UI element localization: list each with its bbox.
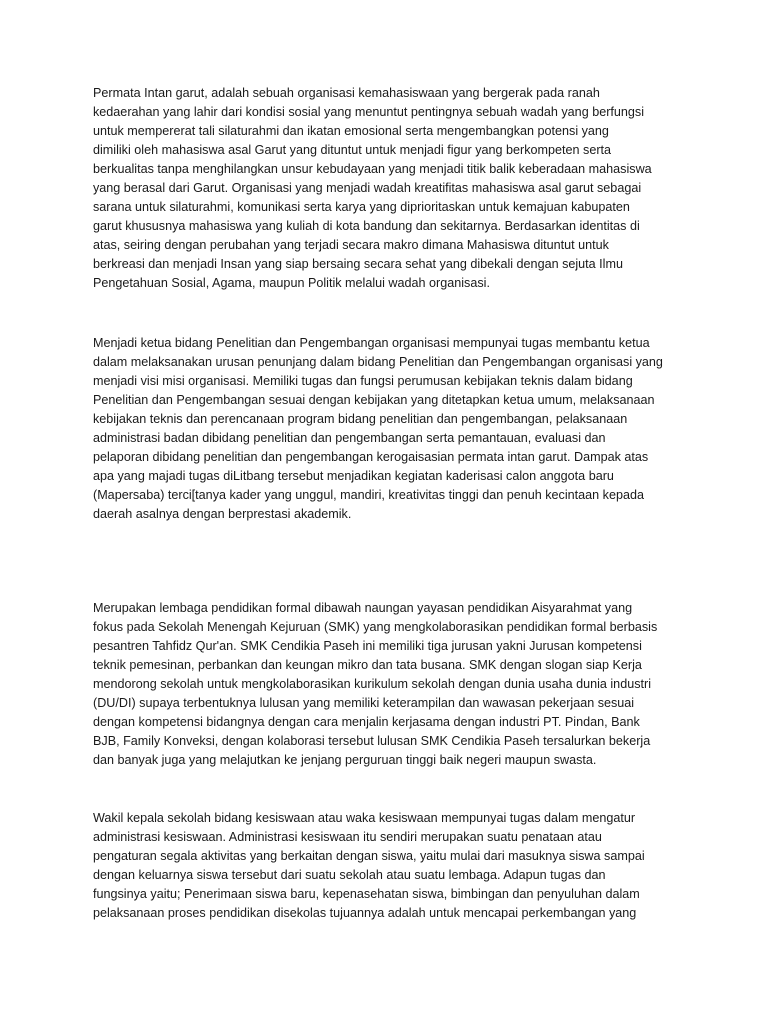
text-line: pesantren Tahfidz Qur'an. SMK Cendikia Paseh ini memiliki tiga jurusan yakni Jurusan kompetensi [93, 639, 642, 653]
text-line: pengaturan segala aktivitas yang berkaitan dengan siswa, yaitu mulai dari masuknya siswa sampai [93, 849, 645, 863]
text-line: fokus pada Sekolah Menengah Kejuruan (SMK) yang mengkolaborasikan pendidikan formal berbasis [93, 620, 658, 634]
text-line: kebijakan teknis dan perencanaan program bidang penelitian dan pengembangan, pelaksanaan [93, 412, 628, 426]
text-line: administrasi badan dibidang penelitian dan pengembangan serta pemantauan, evaluasi dan [93, 431, 606, 445]
paragraph-smk-cendikia [93, 599, 683, 770]
text-line: daerah asalnya dengan berprestasi akademik. [93, 507, 352, 521]
text-line: Menjadi ketua bidang Penelitian dan Pengembangan organisasi mempunyai tugas membantu ketua [93, 336, 650, 350]
text-line: garut khususnya mahasiswa yang kuliah di kota bandung dan sekitarnya. Berdasarkan identitas di [93, 219, 640, 233]
paragraph-waka-kesiswaan [93, 809, 683, 923]
text-line: fungsinya yaitu; Penerimaan siswa baru, kepenasehatan siswa, bimbingan dan penyuluhan dalam [93, 887, 640, 901]
text-line: administrasi kesiswaan. Administrasi kesiswaan itu sendiri merupakan suatu penataan atau [93, 830, 602, 844]
text-line: yang berasal dari Garut. Organisasi yang menjadi wadah kreatifitas mahasiswa asal garut sebagai [93, 181, 642, 195]
text-line: dengan kompetensi bidangnya dengan cara menjalin kerjasama dengan industri PT. Pindan, Bank [93, 715, 640, 729]
text-line: pelaporan dibidang penelitian dan pengembangan kerogaisasian permata intan garut. Dampak atas [93, 450, 649, 464]
paragraph-permata-intan [93, 84, 683, 293]
text-line: apa yang majadi tugas diLitbang tersebut menjadikan kegiatan kaderisasi calon anggota baru [93, 469, 614, 483]
text-line: Merupakan lembaga pendidikan formal dibawah naungan yayasan pendidikan Aisyarahmat yang [93, 601, 633, 615]
text-line: teknik pemesinan, perbankan dan keungan mikro dan tata busana. SMK dengan slogan siap Kerja [93, 658, 642, 672]
text-line: Penelitian dan Pengembangan sesuai dengan kebijakan yang ditetapkan ketua umum, melaksanaan [93, 393, 655, 407]
text-line: (DU/DI) supaya terbentuknya lulusan yang memiliki keterampilan dan wawasan pekerjaan sesuai [93, 696, 635, 710]
text-line: mendorong sekolah untuk mengkolaborasikan kurikulum sekolah dengan dunia usaha dunia industri [93, 677, 651, 691]
text-line: dengan keluarnya siswa tersebut dari suatu sekolah atau suatu lembaga. Adapun tugas dan [93, 868, 606, 882]
text-line: BJB, Family Konveksi, dengan kolaborasi tersebut lulusan SMK Cendikia Paseh tersalurkan bekerja [93, 734, 651, 748]
text-line: (Mapersaba) terci[tanya kader yang unggul, mandiri, kreativitas tinggi dan penuh kecintaan kepada [93, 488, 644, 502]
text-line: dimiliki oleh mahasiswa asal Garut yang dituntut untuk menjadi figur yang berkompeten serta [93, 143, 612, 157]
paragraph-litbang [93, 334, 683, 524]
text-line: dan banyak juga yang melajutkan ke jenjang perguruan tinggi baik negeri maupun swasta. [93, 753, 597, 767]
text-line: pelaksanaan proses pendidikan disekolas tujuannya adalah untuk mencapai perkembangan yang [93, 906, 637, 920]
text-line: berkreasi dan menjadi Insan yang siap bersaing secara sehat yang dibekali dengan sejuta Ilmu [93, 257, 623, 271]
text-line: Pengetahuan Sosial, Agama, maupun Politik melalui wadah organisasi. [93, 276, 490, 290]
text-line: Wakil kepala sekolah bidang kesiswaan atau waka kesiswaan mempunyai tugas dalam mengatur [93, 811, 636, 825]
text-line: menjadi visi misi organisasi. Memiliki tugas dan fungsi perumusan kebijakan teknis dalam bidang [93, 374, 633, 388]
text-line: atas, seiring dengan perubahan yang terjadi secara makro dimana Mahasiswa dituntut untuk [93, 238, 609, 252]
text-line: kedaerahan yang lahir dari kondisi sosial yang menuntut pentingnya sebuah wadah yang berfungsi [93, 105, 645, 119]
text-line: untuk mempererat tali silaturahmi dan ikatan emosional serta mengembangkan potensi yang [93, 124, 609, 138]
text-line: berkualitas tanpa menghilangkan unsur kebudayaan yang menjadi titik balik keberadaan mahasiswa [93, 162, 652, 176]
text-line: dalam melaksanakan urusan penunjang dalam bidang Penelitian dan Pengembangan organisasi yang [93, 355, 663, 369]
text-line: sarana untuk silaturahmi, komunikasi serta karya yang diprioritaskan untuk kemajuan kabupaten [93, 200, 630, 214]
text-line: Permata Intan garut, adalah sebuah organisasi kemahasiswaan yang bergerak pada ranah [93, 86, 600, 100]
